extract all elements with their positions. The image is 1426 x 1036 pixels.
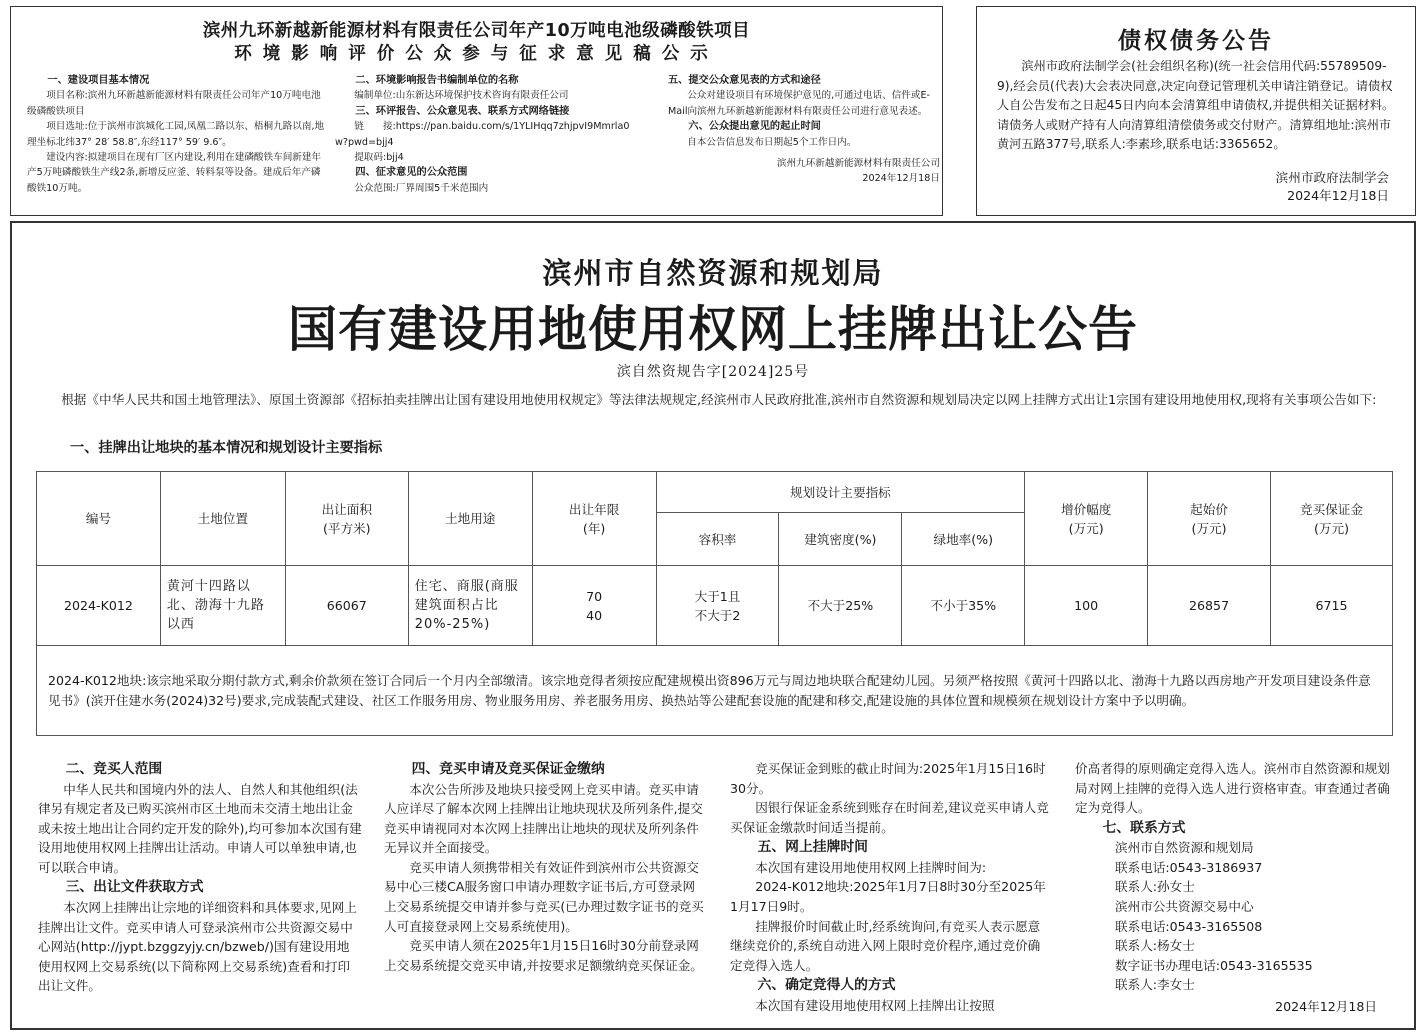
env-compiler-unit: 编制单位:山东新达环境保护技术咨询有限责任公司 bbox=[354, 90, 569, 102]
debt-sign-org: 滨州市政府法制学会 bbox=[1275, 170, 1389, 185]
body-column-1 bbox=[38, 759, 362, 996]
section-heading-1: 一、挂牌出让地块的基本情况和规划设计主要指标 bbox=[70, 440, 383, 456]
cell-density: 不大于25% bbox=[779, 566, 902, 646]
section-heading-7: 七、联系方式 bbox=[1102, 819, 1186, 836]
land-notice-title: 国有建设用地使用权网上挂牌出让公告 bbox=[287, 301, 1138, 358]
application-text-2: 竞买申请人须携带相关有效证件到滨州市公共资源交易中心三楼CA服务窗口申请办理数字证书后,方可登录网上交易系统提交申请并参与竞买(已办理过数字证书的竞买人可直接登录网上交易系统使用)。 bbox=[384, 859, 704, 934]
bidder-scope-text: 中华人民共和国境内外的法人、自然人和其他组织(法律另有规定者及已购买滨州市区土地而未交清土地出让金或未按土地出让合同约定开发的除外),均可参加本次国有建设用地使用权网上挂牌出让活动。申请人可以单独申请,也可以联合申请。 bbox=[38, 781, 362, 875]
body-column-2 bbox=[384, 759, 706, 975]
env-section-heading: 六、公众提出意见的起止时间 bbox=[688, 121, 821, 133]
listing-time-detail: 2024-K012地块:2025年1月7日8时30分至2025年1月17日9时。 bbox=[730, 879, 1046, 915]
contact-phone-2: 联系电话:0543-3165508 bbox=[1115, 918, 1263, 934]
cell-start-price: 26857 bbox=[1148, 566, 1271, 646]
body-column-3 bbox=[730, 759, 1052, 1016]
header-land-use: 土地用途 bbox=[408, 472, 532, 566]
env-project-name: 项目名称:滨州九环新越新能源材料有限责任公司年产10万吨电池级磷酸铁项目 bbox=[27, 90, 321, 117]
contact-phone-1: 联系电话:0543-3186937 bbox=[1115, 859, 1263, 875]
env-section-heading: 三、环评报告、公众意见表、联系方式网络链接 bbox=[355, 105, 570, 117]
env-extract-code: 提取码:bjj4 bbox=[354, 152, 404, 164]
header-increment: 增价幅度 (万元) bbox=[1025, 472, 1148, 566]
env-notice-column-2 bbox=[335, 73, 635, 196]
winner-method-continued: 价高者得的原则确定竞得入选人。滨州市自然资源和规划局对网上挂牌的竞得入选人进行资格审查。审查通过者确定为竞得人。 bbox=[1075, 761, 1390, 816]
contact-person-3: 联系人:李女士 bbox=[1115, 977, 1195, 993]
header-far: 容积率 bbox=[656, 513, 779, 566]
env-notice-column-1 bbox=[27, 73, 329, 196]
section-heading-6: 六、确定竞得人的方式 bbox=[757, 977, 896, 994]
header-density: 建筑密度(%) bbox=[779, 513, 902, 566]
deposit-advice-text: 因银行保证金系统到账存在时间差,建议竞买申请人竞买保证金缴款时间适当提前。 bbox=[730, 800, 1049, 835]
env-notice-title-line1: 滨州九环新越新能源材料有限责任公司年产10万吨电池级磷酸铁项目 bbox=[202, 21, 751, 41]
header-planning-indicators: 规划设计主要指标 bbox=[656, 472, 1025, 513]
header-term: 出让年限 (年) bbox=[532, 472, 656, 566]
table-note: 2024-K012地块:该宗地采取分期付款方式,剩余价款须在签订合同后一个月内全部缴清。该宗地竞得者须按应配建规模出资896万元与周边地块联合配建幼儿园。另须严格按照《黄河十四路以北、渤海十九路以西房地产开发项目建设条件意见书》(滨开住建水务(2024)32号)要求,完成装配式建设、社区工作服务用房、物业服务用房、养老服务用房、换热站等公建配套设施的配建和移交,配建设施的具体位置和规模须在规划设计方案中予以明确。 bbox=[37, 646, 1393, 736]
land-notice-intro: 根据《中华人民共和国土地管理法》、原国土资源部《招标拍卖挂牌出让国有建设用地使用权规定》等法律法规规定,经滨州市人民政府批准,滨州市自然资源和规划局决定以网上挂牌方式出让1宗国有建设用地使用权,现将有关事项公告如下: bbox=[61, 392, 1377, 407]
env-project-location: 项目选址:位于滨州市滨城化工园,凤凰二路以东、梧桐九路以南,地理坐标北纬37° 28′ 58.8″,东经117° 59′ 9.6″。 bbox=[27, 121, 325, 148]
debt-notice-signature bbox=[1276, 169, 1389, 205]
cell-number: 2024-K012 bbox=[37, 566, 161, 646]
env-section-heading: 四、征求意见的公众范围 bbox=[355, 167, 468, 179]
body-column-4 bbox=[1075, 759, 1395, 1017]
env-public-scope: 公众范围:厂界周围5千米范围内 bbox=[354, 182, 489, 194]
header-start-price: 起始价 (万元) bbox=[1148, 472, 1271, 566]
env-project-content: 建设内容:拟建项目在现有厂区内建设,利用在建磷酸铁车间新建年产5万吨磷酸铁生产线2条,新增反应釜、转料泵等设备。建成后年产磷酸铁10万吨。 bbox=[27, 152, 322, 194]
env-notice-column-3 bbox=[668, 73, 940, 187]
debt-sign-date: 2024年12月18日 bbox=[1287, 188, 1389, 203]
land-notice-doc-number: 滨自然资规告字[2024]25号 bbox=[616, 364, 810, 380]
header-area: 出让面积 (平方米) bbox=[285, 472, 408, 566]
header-deposit: 竞买保证金 (万元) bbox=[1271, 472, 1393, 566]
env-notice-title-line2: 环境影响评价公众参与征求意见稿公示 bbox=[234, 44, 719, 64]
env-section-heading: 五、提交公众意见表的方式和途径 bbox=[668, 75, 821, 86]
deposit-deadline-text: 竞买保证金到账的截止时间为:2025年1月15日16时30分。 bbox=[730, 761, 1046, 796]
env-sign-org: 滨州九环新越新能源材料有限责任公司 bbox=[776, 158, 940, 170]
debt-notice-body: 滨州市政府法制学会(社会组织名称)(统一社会信用代码:55789509-9),经会员(代表)大会表决同意,决定向登记管理机关申请注销登记。请债权人自公告发布之日起45日内向本会清算组申请债权,并提供相关证据材料。请债务人或财产持有人向清算组清偿债务或交付财产。清算组地址:滨州市黄河五路377号,联系人:李素珍,联系电话:3365652。 bbox=[997, 59, 1395, 152]
env-submission-method: 公众对建设项目有环境保护意见的,可通过电话、信件或E-Mail向滨州九环新越新能源材料有限责任公司进行意见表述。 bbox=[668, 90, 931, 117]
listing-time-intro: 本次国有建设用地使用权网上挂牌时间为: bbox=[755, 859, 987, 875]
cell-land-use: 住宅、商服(商服建筑面积占比20%-25%) bbox=[408, 566, 532, 646]
cell-green-rate: 不小于35% bbox=[902, 566, 1025, 646]
cell-far: 大于1且 不大于2 bbox=[656, 566, 779, 646]
contact-cert-phone: 数字证书办理电话:0543-3165535 bbox=[1115, 957, 1313, 973]
cell-term: 70 40 bbox=[532, 566, 656, 646]
header-number: 编号 bbox=[37, 472, 161, 566]
section-heading-4: 四、竞买申请及竞买保证金缴纳 bbox=[411, 761, 605, 777]
env-section-heading: 二、环境影响报告书编制单位的名称 bbox=[355, 75, 519, 86]
cell-area: 66067 bbox=[285, 566, 408, 646]
land-notice-org: 滨州市自然资源和规划局 bbox=[542, 256, 884, 290]
env-download-link[interactable]: 链 接:https://pan.baidu.com/s/1YLIHqq7zhjpvI9Mmrla0w?pwd=bjj4 bbox=[335, 121, 630, 148]
contact-org-1: 滨州市自然资源和规划局 bbox=[1115, 840, 1254, 856]
section-heading-2: 二、竞买人范围 bbox=[65, 761, 163, 777]
land-notice-box bbox=[10, 221, 1416, 1030]
debt-notice-title: 债权债务公告 bbox=[1118, 28, 1274, 54]
env-sign-date: 2024年12月18日 bbox=[862, 173, 940, 185]
cell-location: 黄河十四路以北、渤海十九路以西 bbox=[160, 566, 285, 646]
env-notice-box bbox=[10, 6, 943, 216]
contact-person-1: 联系人:孙女士 bbox=[1115, 879, 1195, 895]
cell-increment: 100 bbox=[1025, 566, 1148, 646]
header-green-rate: 绿地率(%) bbox=[902, 513, 1025, 566]
winner-method-text: 本次国有建设用地使用权网上挂牌出让按照 bbox=[755, 997, 995, 1013]
section-heading-5: 五、网上挂牌时间 bbox=[757, 839, 868, 856]
env-section-heading: 一、建设项目基本情况 bbox=[47, 75, 150, 86]
document-access-text: 本次网上挂牌出让宗地的详细资料和具体要求,见网上挂牌出让文件。竞买申请人可登录滨州市公共资源交易中心网站(http://jypt.bzggzyjy.cn/bzweb/)国有建设用地使用权网上交易系统(以下简称网上交易系统)查看和打印出让文件。 bbox=[38, 899, 357, 994]
header-location: 土地位置 bbox=[160, 472, 285, 566]
env-comment-period: 自本公告信息发布日期起5个工作日内。 bbox=[687, 136, 857, 148]
table-row bbox=[37, 566, 1393, 646]
application-text-3: 竞买申请人须在2025年1月15日16时30分前登录网上交易系统提交竞买申请,并按要求足额缴纳竞买保证金。 bbox=[384, 938, 703, 973]
contact-person-2: 联系人:杨女士 bbox=[1115, 938, 1195, 954]
cell-deposit: 6715 bbox=[1271, 566, 1393, 646]
land-notice-date: 2024年12月18日 bbox=[1275, 999, 1377, 1015]
land-parcel-table bbox=[36, 471, 1393, 736]
listing-bidding-rule: 挂牌报价时间截止时,经系统询问,有竞买人表示愿意继续竞价的,系统自动进入网上限时竞价程序,通过竞价确定竞得入选人。 bbox=[730, 918, 1041, 973]
application-text-1: 本次公告所涉及地块只接受网上竞买申请。竞买申请人应详尽了解本次网上挂牌出让地块现状及所列条件,提交竞买申请视同对本次网上挂牌出让地块的现状及所列条件无异议并全面接受。 bbox=[384, 781, 703, 856]
section-heading-3: 三、出让文件获取方式 bbox=[65, 879, 204, 896]
debt-notice-box bbox=[976, 6, 1416, 216]
contact-org-2: 滨州市公共资源交易中心 bbox=[1115, 899, 1254, 915]
